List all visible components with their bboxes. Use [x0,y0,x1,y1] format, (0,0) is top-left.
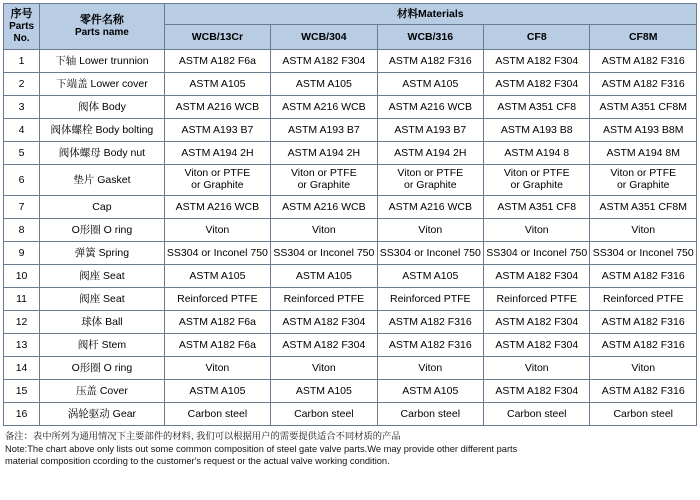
cell-material-5: ASTM A182 F316 [590,50,697,73]
cell-parts-name: 阀座 Seat [40,288,165,311]
cell-parts-no: 4 [4,119,40,142]
cell-parts-no: 5 [4,142,40,165]
cell-parts-name: 阀座 Seat [40,265,165,288]
cell-material-line: or Graphite [297,179,351,191]
cell-material-1: ASTM A105 [164,380,270,403]
cell-material-3: ASTM A105 [377,73,483,96]
cell-material-2: Viton [271,357,377,380]
cell-parts-no: 6 [4,165,40,196]
cell-parts-no: 9 [4,242,40,265]
cell-material-2: ASTM A216 WCB [271,196,377,219]
cell-material-2 [271,165,377,196]
cell-material-2: ASTM A194 2H [271,142,377,165]
note-line-en-1: Note:The chart above only lists out some common composition of steel gate valve parts.We may provide other different parts [5,443,518,454]
table-row [4,73,697,96]
header-parts-name-en: Parts name [74,27,129,39]
cell-material-2: ASTM A182 F304 [271,311,377,334]
cell-parts-name: 阀体螺栓 Body bolting [40,119,165,142]
cell-material-5: ASTM A193 B8M [590,119,697,142]
header-material-wcb-13cr: WCB/13Cr [164,25,270,50]
header-material-cf8m: CF8M [590,25,697,50]
cell-material-1: ASTM A182 F6a [164,334,270,357]
cell-material-line: Viton or PTFE [184,167,251,180]
table-row [4,165,697,196]
header-parts-no-en: Parts No. [9,21,35,44]
cell-material-4 [484,165,590,196]
cell-parts-name: 下轴 Lower trunnion [40,50,165,73]
cell-material-3: ASTM A216 WCB [377,196,483,219]
cell-material-4: ASTM A194 8 [484,142,590,165]
cell-material-line: or Graphite [191,179,244,191]
cell-material-4: Viton [484,219,590,242]
cell-material-1: Viton [164,357,270,380]
cell-material-2: Reinforced PTFE [271,288,377,311]
cell-material-1: SS304 or Inconel 750 [164,242,270,265]
cell-material-2: Viton [271,219,377,242]
cell-material-2: SS304 or Inconel 750 [271,242,377,265]
cell-parts-name: O形圈 O ring [40,357,165,380]
cell-material-2: ASTM A182 F304 [271,334,377,357]
cell-material-3: Carbon steel [377,403,483,426]
header-material-wcb-316: WCB/316 [377,25,483,50]
cell-parts-name: Cap [40,196,165,219]
cell-material-5: ASTM A351 CF8M [590,196,697,219]
table-note [3,430,697,468]
header-parts-name [40,4,165,50]
cell-material-5: Viton [590,219,697,242]
header-material-wcb-304: WCB/304 [271,25,377,50]
table-row [4,288,697,311]
cell-material-4: ASTM A182 F304 [484,334,590,357]
cell-material-4: Carbon steel [484,403,590,426]
note-line-en-2: material composition ccording to the customer's request or the actual valve working condition. [5,456,390,467]
note-line-cn: 备注：表中所列为通用情况下主要部件的材料, 我们可以根据用户的需要提供适合不同材质的产品 [5,431,401,441]
cell-material-4: ASTM A182 F304 [484,50,590,73]
cell-material-1: ASTM A182 F6a [164,311,270,334]
table-row [4,219,697,242]
cell-parts-name: 涡轮驱动 Gear [40,403,165,426]
cell-material-5: Viton [590,357,697,380]
cell-material-line: or Graphite [616,179,670,191]
cell-material-4: ASTM A182 F304 [484,265,590,288]
cell-material-line: Viton or PTFE [397,167,464,180]
header-parts-no-cn: 序号 [10,8,33,21]
header-parts-name-cn: 零件名称 [79,14,124,27]
cell-material-3: ASTM A105 [377,380,483,403]
cell-material-2: Carbon steel [271,403,377,426]
cell-material-1: ASTM A182 F6a [164,50,270,73]
cell-material-1: ASTM A105 [164,73,270,96]
cell-material-3: Viton [377,219,483,242]
cell-material-1 [164,165,270,196]
cell-material-5: Reinforced PTFE [590,288,697,311]
cell-material-2: ASTM A105 [271,380,377,403]
table-row [4,334,697,357]
cell-parts-name: 球体 Ball [40,311,165,334]
cell-material-2: ASTM A216 WCB [271,96,377,119]
table-header [4,4,697,50]
cell-material-1: ASTM A193 B7 [164,119,270,142]
cell-material-5: ASTM A351 CF8M [590,96,697,119]
cell-parts-name: 垫片 Gasket [40,165,165,196]
cell-material-4: Reinforced PTFE [484,288,590,311]
cell-parts-name: 压盖 Cover [40,380,165,403]
cell-material-1: ASTM A216 WCB [164,196,270,219]
cell-material-line: or Graphite [404,179,457,191]
cell-material-2: ASTM A105 [271,265,377,288]
cell-material-3: ASTM A193 B7 [377,119,483,142]
cell-material-2: ASTM A105 [271,73,377,96]
cell-material-2: ASTM A182 F304 [271,50,377,73]
table-row [4,119,697,142]
cell-material-3: ASTM A182 F316 [377,334,483,357]
cell-material-1: Reinforced PTFE [164,288,270,311]
cell-parts-name: 阀杆 Stem [40,334,165,357]
cell-parts-no: 16 [4,403,40,426]
table-row [4,242,697,265]
header-parts-no [4,4,40,50]
cell-parts-no: 2 [4,73,40,96]
cell-parts-name: 下端盖 Lower cover [40,73,165,96]
cell-material-5: ASTM A182 F316 [590,73,697,96]
cell-material-4: ASTM A351 CF8 [484,96,590,119]
cell-material-3: Reinforced PTFE [377,288,483,311]
cell-parts-name: 弹簧 Spring [40,242,165,265]
cell-material-line: Viton or PTFE [610,167,677,180]
table-row [4,196,697,219]
cell-material-1: Carbon steel [164,403,270,426]
cell-material-1: ASTM A105 [164,265,270,288]
cell-material-1: ASTM A194 2H [164,142,270,165]
cell-material-3: ASTM A216 WCB [377,96,483,119]
table-row [4,403,697,426]
cell-material-3 [377,165,483,196]
cell-parts-no: 11 [4,288,40,311]
header-material-cf8: CF8 [484,25,590,50]
table-body [4,50,697,426]
cell-parts-no: 7 [4,196,40,219]
table-row [4,380,697,403]
table-row [4,311,697,334]
cell-material-line: Viton or PTFE [503,167,570,180]
cell-material-4: ASTM A182 F304 [484,311,590,334]
parts-material-table [3,3,697,426]
cell-material-2: ASTM A193 B7 [271,119,377,142]
cell-material-4: SS304 or Inconel 750 [484,242,590,265]
table-row [4,142,697,165]
table-row [4,265,697,288]
cell-material-4: ASTM A351 CF8 [484,196,590,219]
table-row [4,357,697,380]
cell-material-5: ASTM A182 F316 [590,334,697,357]
cell-material-5 [590,165,697,196]
cell-material-5: SS304 or Inconel 750 [590,242,697,265]
cell-material-4: ASTM A193 B8 [484,119,590,142]
cell-parts-no: 15 [4,380,40,403]
cell-material-5: ASTM A182 F316 [590,311,697,334]
table-row [4,96,697,119]
cell-material-4: Viton [484,357,590,380]
cell-material-5: Carbon steel [590,403,697,426]
cell-parts-no: 14 [4,357,40,380]
cell-material-5: ASTM A182 F316 [590,380,697,403]
cell-material-5: ASTM A182 F316 [590,265,697,288]
cell-material-3: SS304 or Inconel 750 [377,242,483,265]
cell-parts-no: 3 [4,96,40,119]
cell-material-line: or Graphite [510,179,564,191]
cell-material-3: ASTM A182 F316 [377,50,483,73]
cell-parts-name: 阀体螺母 Body nut [40,142,165,165]
cell-material-5: ASTM A194 8M [590,142,697,165]
table-row [4,50,697,73]
cell-parts-no: 8 [4,219,40,242]
header-materials-group: 材料Materials [164,4,696,25]
cell-parts-name: 阀体 Body [40,96,165,119]
cell-parts-no: 10 [4,265,40,288]
cell-material-3: ASTM A194 2H [377,142,483,165]
cell-parts-no: 13 [4,334,40,357]
cell-parts-name: O形圈 O ring [40,219,165,242]
cell-material-3: ASTM A105 [377,265,483,288]
cell-material-1: Viton [164,219,270,242]
cell-material-line: Viton or PTFE [290,167,357,180]
cell-material-3: ASTM A182 F316 [377,311,483,334]
cell-parts-no: 12 [4,311,40,334]
header-row-materials [4,4,697,25]
cell-material-4: ASTM A182 F304 [484,380,590,403]
cell-parts-no: 1 [4,50,40,73]
cell-material-4: ASTM A182 F304 [484,73,590,96]
cell-material-3: Viton [377,357,483,380]
cell-material-1: ASTM A216 WCB [164,96,270,119]
